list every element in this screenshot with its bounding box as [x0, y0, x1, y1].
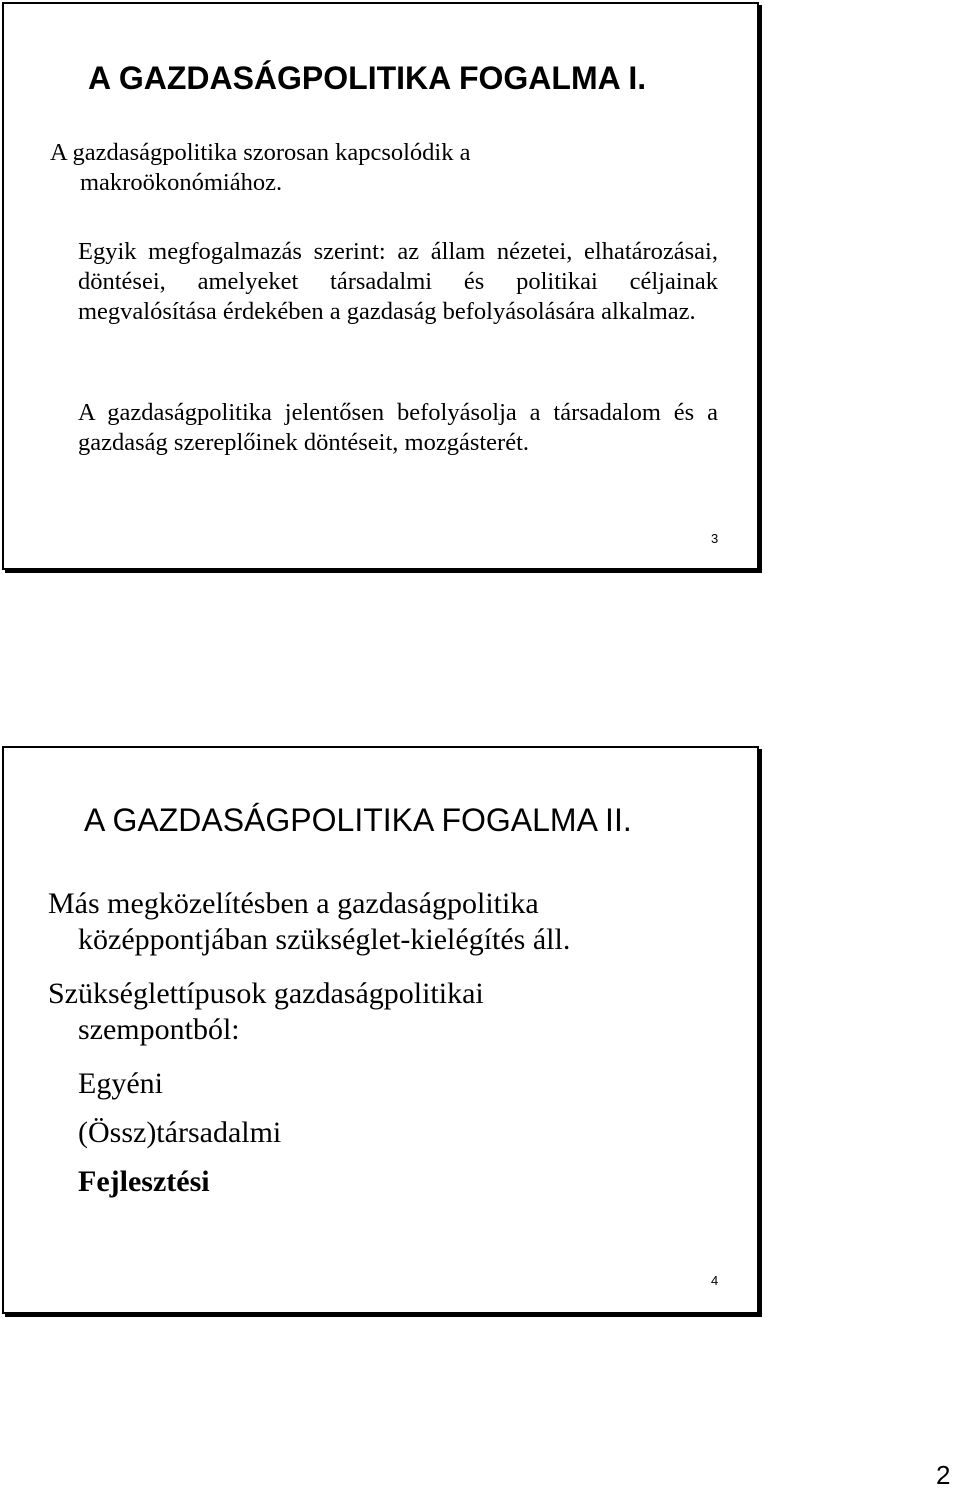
page-number: 2 — [936, 1460, 951, 1490]
other-approach-line-2: középpontjában szükséglet-kielégítés áll. — [78, 923, 571, 956]
type-item-development: Fejlesztési — [78, 1165, 210, 1198]
influence-paragraph: A gazdaságpolitika jelentősen befolyásolja a társadalom és a gazdaság szereplőinek döntéseit, mozgásterét. — [78, 399, 718, 456]
definition-paragraph: Egyik megfogalmazás szerint: az állam nézetei, elhatározásai, döntései, amelyeket társadalmi és politikai céljainak megvalósítása érdekében a gazdaság befolyásolására alkalmaz. — [78, 238, 718, 325]
slide-3 — [2, 2, 759, 570]
type-item-social: (Össz)társadalmi — [78, 1116, 282, 1149]
types-intro-text — [48, 976, 748, 1048]
intro-text — [50, 138, 650, 198]
intro-line-1: A gazdaságpolitika szorosan kapcsolódik a — [50, 139, 471, 166]
type-item-individual: Egyéni — [78, 1067, 163, 1100]
other-approach-line-1: Más megközelítésben a gazdaságpolitika — [48, 887, 539, 920]
slide-4 — [2, 746, 759, 1314]
types-intro-line-2: szempontból: — [78, 1013, 240, 1046]
other-approach-text — [48, 886, 748, 958]
slide-number: 4 — [711, 1273, 719, 1288]
slide-title: A GAZDASÁGPOLITIKA FOGALMA II. — [84, 802, 632, 838]
types-intro-line-1: Szükséglettípusok gazdaságpolitikai — [48, 977, 484, 1010]
slide-title: A GAZDASÁGPOLITIKA FOGALMA I. — [88, 60, 647, 96]
intro-line-2: makroökonómiához. — [80, 169, 283, 196]
slide-number: 3 — [711, 531, 719, 546]
